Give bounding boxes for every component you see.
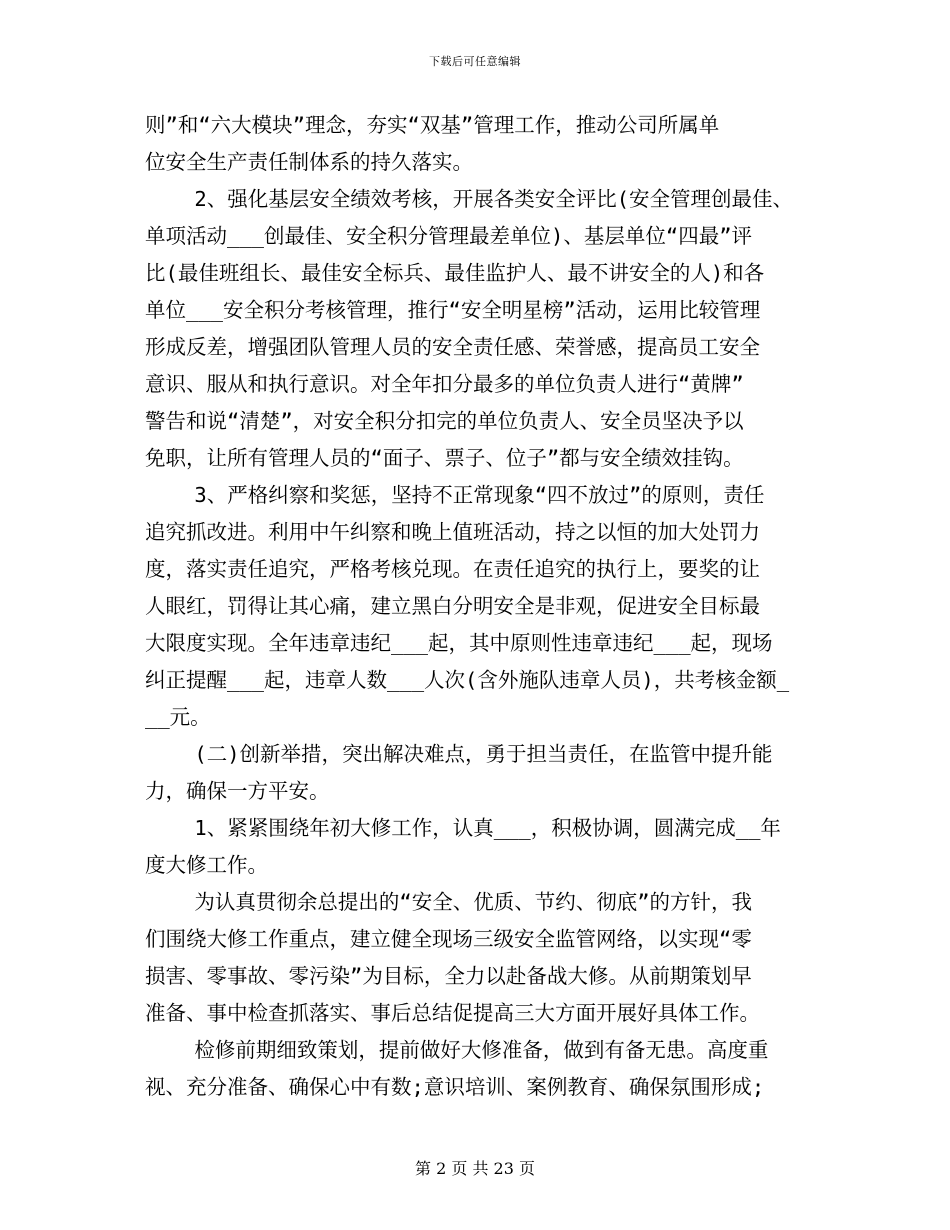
page-header: 下载后可任意编辑 <box>429 55 521 68</box>
text-line: 们围绕大修工作重点，建立健全现场三级安全监管网络，以实现“零 <box>145 927 752 951</box>
text-line: 3、严格纠察和奖惩，坚持不正常现象“四不放过”的原则，责任 <box>145 483 765 507</box>
text-line: 形成反差，增强团队管理人员的安全责任感、荣誉感，提高员工安全 <box>145 335 760 359</box>
page-footer: 第 2 页 共 23 页 <box>415 1159 535 1178</box>
text-line: 为认真贯彻余总提出的“安全、优质、节约、彻底”的方针，我 <box>145 890 753 914</box>
document-body <box>145 107 810 1106</box>
text-line: 单项活动___创最佳、安全积分管理最差单位)、基层单位“四最”评 <box>145 224 753 248</box>
text-line: 单位___安全积分考核管理，推行“安全明星榜”活动，运用比较管理 <box>145 298 761 322</box>
text-line: 2、强化基层安全绩效考核，开展各类安全评比(安全管理创最佳、 <box>145 187 794 211</box>
text-line: 意识、服从和执行意识。对全年扣分最多的单位负责人进行“黄牌” <box>145 372 744 396</box>
text-line: 大限度实现。全年违章违纪___起，其中原则性违章违纪___起，现场 <box>145 631 773 655</box>
text-line: 检修前期细致策划，提前做好大修准备，做到有备无患。高度重 <box>145 1038 769 1062</box>
text-line: 力，确保一方平安。 <box>145 779 330 803</box>
text-line: 则”和“六大模块”理念，夯实“双基”管理工作，推动公司所属单 <box>145 113 720 137</box>
text-line: 比(最佳班组长、最佳安全标兵、最佳监护人、最不讲安全的人)和各 <box>145 261 765 285</box>
text-line: 位安全生产责任制体系的持久落实。 <box>145 150 473 174</box>
text-line: 追究抓改进。利用中午纠察和晚上值班活动，持之以恒的加大处罚力 <box>145 520 760 544</box>
text-line: (二)创新举措，突出解决难点，勇于担当责任，在监管中提升能 <box>145 742 773 766</box>
text-line: 度大修工作。 <box>145 853 268 877</box>
text-line: 纠正提醒___起，违章人数___人次(含外施队违章人员)，共考核金额_ <box>145 668 790 692</box>
text-line: 视、充分准备、确保心中有数;意识培训、案例教育、确保氛围形成; <box>145 1075 765 1099</box>
text-line: 度，落实责任追究，严格考核兑现。在责任追究的执行上，要奖的让 <box>145 557 760 581</box>
text-line: 1、紧紧围绕年初大修工作，认真___，积极协调，圆满完成__年 <box>145 816 781 840</box>
text-line: 准备、事中检查抓落实、事后总结促提高三大方面开展好具体工作。 <box>145 1001 760 1025</box>
text-line: __元。 <box>145 705 211 729</box>
text-line: 人眼红，罚得让其心痛，建立黑白分明安全是非观，促进安全目标最 <box>145 594 760 618</box>
text-line: 损害、零事故、零污染”为目标，全力以赴备战大修。从前期策划早 <box>145 964 752 988</box>
text-line: 免职，让所有管理人员的“面子、票子、位子”都与安全绩效挂钩。 <box>145 446 744 470</box>
text-line: 警告和说“清楚”，对安全积分扣完的单位负责人、安全员坚决予以 <box>145 409 744 433</box>
